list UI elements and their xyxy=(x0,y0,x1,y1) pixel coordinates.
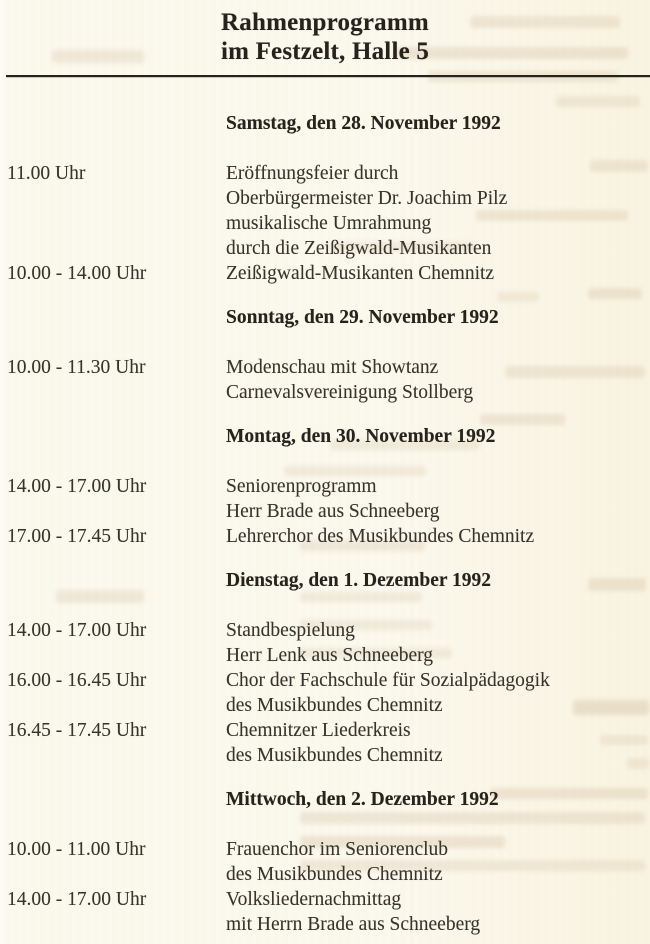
day-section xyxy=(0,789,650,937)
day-heading: Montag, den 30. November 1992 xyxy=(226,426,496,447)
event-line: Frauenchor im Seniorenclub xyxy=(226,839,449,860)
event-time: 10.00 - 11.00 Uhr xyxy=(7,839,146,860)
title-line-2: im Festzelt, Halle 5 xyxy=(220,38,430,65)
day-section xyxy=(0,113,650,286)
event-description xyxy=(226,668,650,718)
event-line: Volksliedernachmittag xyxy=(226,889,402,910)
event-description xyxy=(226,474,650,524)
event-line: Standbespielung xyxy=(226,620,355,641)
event-time: 14.00 - 17.00 Uhr xyxy=(7,476,147,497)
event-row xyxy=(0,524,650,549)
event-line: Oberbürgermeister Dr. Joachim Pilz xyxy=(226,188,508,209)
event-row xyxy=(0,161,650,261)
event-line: mit Herrn Brade aus Schneeberg xyxy=(226,914,481,935)
schedule-list xyxy=(0,113,650,937)
event-description xyxy=(226,524,650,549)
event-line: des Musikbundes Chemnitz xyxy=(226,695,443,716)
event-row xyxy=(0,618,650,668)
event-row xyxy=(0,887,650,937)
title-line-1: Rahmenprogramm xyxy=(221,9,429,36)
event-time: 10.00 - 14.00 Uhr xyxy=(7,263,147,284)
event-time: 17.00 - 17.45 Uhr xyxy=(7,526,147,547)
event-row xyxy=(0,261,650,286)
event-line: durch die Zeißigwald-Musikanten xyxy=(226,238,492,259)
event-row xyxy=(0,355,650,405)
event-time: 16.45 - 17.45 Uhr xyxy=(7,720,147,741)
event-line: Zeißigwald-Musikanten Chemnitz xyxy=(226,263,495,284)
day-heading: Sonntag, den 29. November 1992 xyxy=(226,307,499,328)
event-row xyxy=(0,837,650,887)
event-time: 10.00 - 11.30 Uhr xyxy=(7,357,146,378)
event-line: Modenschau mit Showtanz xyxy=(226,357,439,378)
event-description xyxy=(226,261,650,286)
event-row xyxy=(0,668,650,718)
event-line: Herr Lenk aus Schneeberg xyxy=(226,645,434,666)
event-row xyxy=(0,718,650,768)
event-description xyxy=(226,887,650,937)
event-description xyxy=(226,718,650,768)
day-section xyxy=(0,570,650,768)
event-line: Eröffnungsfeier durch xyxy=(226,163,399,184)
event-description xyxy=(226,161,650,261)
day-section xyxy=(0,307,650,405)
event-time: 11.00 Uhr xyxy=(7,163,86,184)
event-line: des Musikbundes Chemnitz xyxy=(226,745,443,766)
day-heading: Mittwoch, den 2. Dezember 1992 xyxy=(226,789,499,810)
event-time: 14.00 - 17.00 Uhr xyxy=(7,620,147,641)
event-description xyxy=(226,618,650,668)
event-line: Carnevalsvereinigung Stollberg xyxy=(226,382,474,403)
event-line: Lehrerchor des Musikbundes Chemnitz xyxy=(226,526,535,547)
event-time: 16.00 - 16.45 Uhr xyxy=(7,670,147,691)
document-title xyxy=(0,8,650,66)
document-header xyxy=(0,8,650,66)
event-line: Herr Brade aus Schneeberg xyxy=(226,501,440,522)
day-section xyxy=(0,426,650,549)
day-heading: Samstag, den 28. November 1992 xyxy=(226,113,501,134)
event-line: Chor der Fachschule für Sozialpädagogik xyxy=(226,670,550,691)
event-description xyxy=(226,355,650,405)
event-line: des Musikbundes Chemnitz xyxy=(226,864,443,885)
event-line: musikalische Umrahmung xyxy=(226,213,432,234)
header-divider-line xyxy=(6,75,650,77)
event-line: Seniorenprogramm xyxy=(226,476,377,497)
event-line: Chemnitzer Liederkreis xyxy=(226,720,411,741)
day-heading: Dienstag, den 1. Dezember 1992 xyxy=(226,570,492,591)
event-row xyxy=(0,474,650,524)
event-description xyxy=(226,837,650,887)
event-time: 14.00 - 17.00 Uhr xyxy=(7,889,147,910)
